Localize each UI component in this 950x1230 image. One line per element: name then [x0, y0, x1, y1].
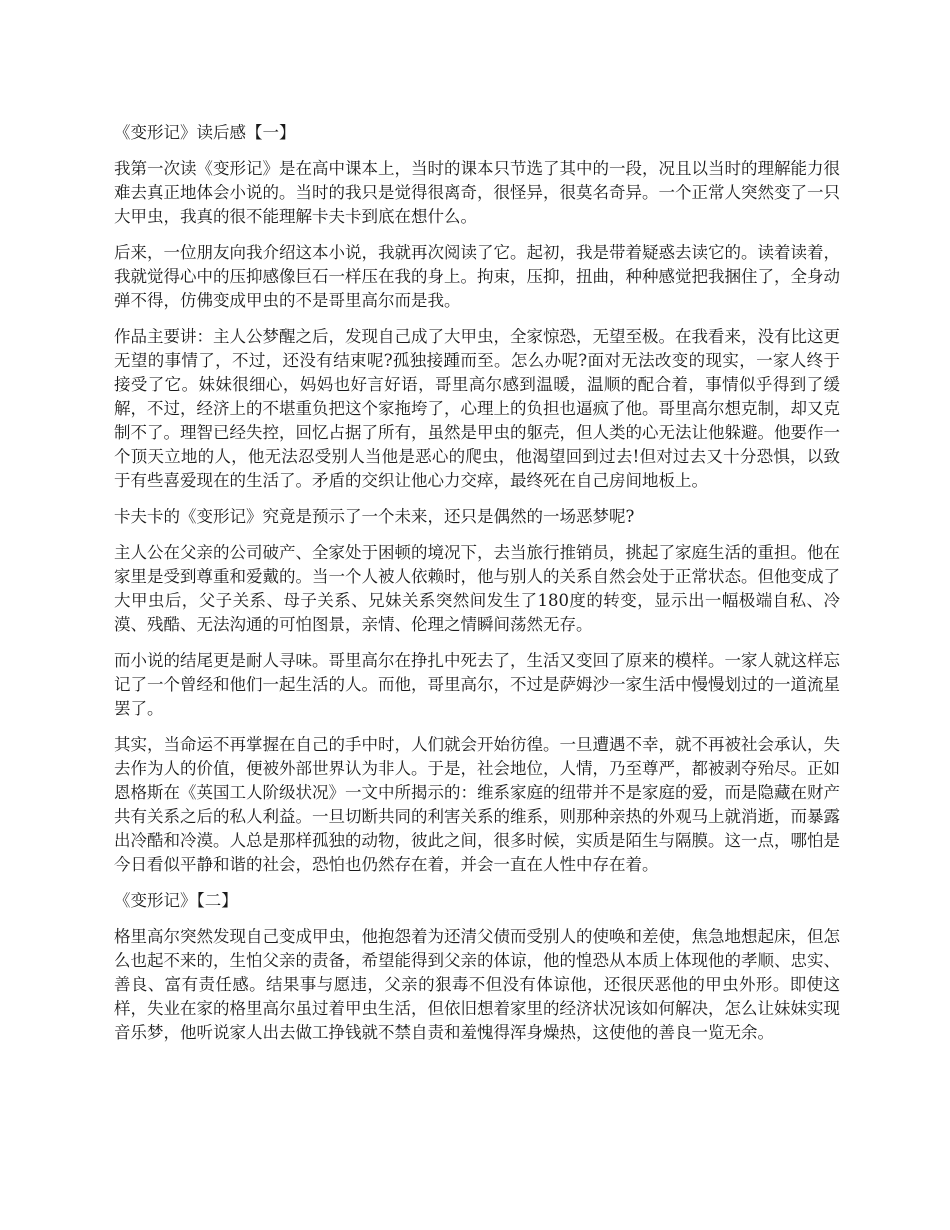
section-heading-one: 《变形记》读后感【一】	[114, 123, 296, 142]
paragraph: 后来，一位朋友向我介绍这本小说，我就再次阅读了它。起初，我是带着疑惑去读它的。读着读着，我就觉得心中的压抑感像巨石一样压在我的身上。拘束，压抑，扭曲，种种感觉把我捆住了，全身动弹不得，仿佛变成甲虫的不是哥里高尔而是我。	[114, 243, 840, 310]
paragraph: 格里高尔突然发现自己变成甲虫，他抱怨着为还清父债而受别人的使唤和差使，焦急地想起床，但怎么也起不来的，生怕父亲的责备，希望能得到父亲的体谅，他的惶恐从本质上体现他的孝顺、忠实、善良、富有责任感。结果事与愿违，父亲的狠毒不但没有体谅他，还很厌恶他的甲虫外形。即使这样，失业在家的格里高尔虽过着甲虫生活，但依旧想着家里的经济状况该如何解决，怎么让妹妹实现音乐梦，他听说家人出去做工挣钱就不禁自责和羞愧得浑身燥热，这使他的善良一览无余。	[114, 927, 840, 1042]
paragraph: 卡夫卡的《变形记》究竟是预示了一个未来，还只是偶然的一场恶梦呢?	[114, 507, 635, 526]
paragraph: 而小说的结尾更是耐人寻味。哥里高尔在挣扎中死去了，生活又变回了原来的模样。一家人就这样忘记了一个曾经和他们一起生活的人。而他，哥里高尔，不过是萨姆沙一家生活中慢慢划过的一道流星罢了。	[114, 651, 840, 718]
section-heading-two: 《变形记》【二】	[114, 891, 238, 910]
paragraph: 主人公在父亲的公司破产、全家处于困顿的境况下，去当旅行推销员，挑起了家庭生活的重担。他在家里是受到尊重和爱戴的。当一个人被人依赖时，他与别人的关系自然会处于正常状态。但他变成了大甲虫后，父子关系、母子关系、兄妹关系突然间发生了180度的转变，显示出一幅极端自私、冷漠、残酷、无法沟通的可怕图景，亲情、伦理之情瞬间荡然无存。	[114, 543, 840, 634]
paragraph: 我第一次读《变形记》是在高中课本上，当时的课本只节选了其中的一段，况且以当时的理解能力很难去真正地体会小说的。当时的我只是觉得很离奇，很怪异，很莫名奇异。一个正常人突然变了一只大甲虫，我真的很不能理解卡夫卡到底在想什么。	[114, 159, 840, 226]
document-page	[114, 121, 840, 1057]
paragraph: 其实，当命运不再掌握在自己的手中时，人们就会开始彷徨。一旦遭遇不幸，就不再被社会承认，失去作为人的价值，便被外部世界认为非人。于是，社会地位，人情，乃至尊严，都被剥夺殆尽。正如恩格斯在《英国工人阶级状况》一文中所揭示的：维系家庭的纽带并不是家庭的爱，而是隐藏在财产共有关系之后的私人利益。一旦切断共同的利害关系的维系，则那种亲热的外观马上就消逝，而暴露出冷酷和冷漠。人总是那样孤独的动物，彼此之间，很多时候，实质是陌生与隔膜。这一点，哪怕是今日看似平静和谐的社会，恐怕也仍然存在着，并会一直在人性中存在着。	[114, 735, 840, 874]
paragraph: 作品主要讲：主人公梦醒之后，发现自己成了大甲虫，全家惊恐，无望至极。在我看来，没有比这更无望的事情了，不过，还没有结束呢?孤独接踵而至。怎么办呢?面对无法改变的现实，一家人终于接受了它。妹妹很细心，妈妈也好言好语，哥里高尔感到温暖，温顺的配合着，事情似乎得到了缓解，不过，经济上的不堪重负把这个家拖垮了，心理上的负担也逼疯了他。哥里高尔想克制，却又克制不了。理智已经失控，回忆占据了所有，虽然是甲虫的躯壳，但人类的心无法让他躲避。他要作一个顶天立地的人，他无法忍受别人当他是恶心的爬虫，他渴望回到过去!但对过去又十分恐惧，以致于有些喜爱现在的生活了。矛盾的交织让他心力交瘁，最终死在自己房间地板上。	[114, 327, 840, 490]
